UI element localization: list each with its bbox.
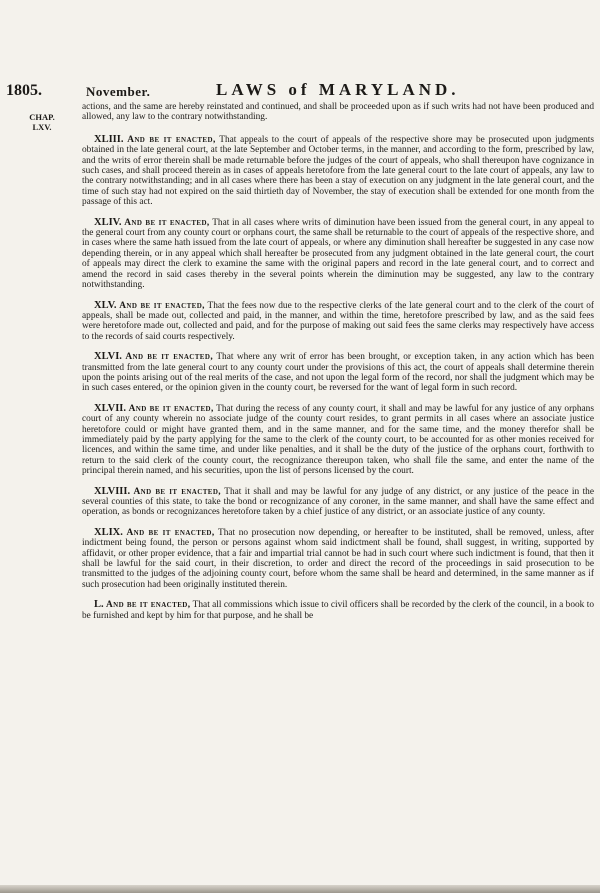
- chapter-label: CHAP.: [29, 112, 55, 122]
- header-title: LAWS of MARYLAND.: [216, 80, 460, 99]
- section-number: XLVIII.: [94, 485, 131, 497]
- section-paragraph: [82, 352, 594, 394]
- section-text: That no prosecution now depending, or hereafter to be instituted, shall be removed, unless, after indictment being found, the person or persons against whom said indictment shall be found, shall suggest, in writing, supported by affidavit, or other proper evidence, that a fair and impartial trial cannot be had in such court where such indictment is found, that then it shall be lawful for the said court, in their discretion, to order and direct the record of the proceedings in said prosecution to be transmitted to the judges of the adjoining county court, before whom the same shall be heard and determined, in the same manner as if such prosecution had been originally instituted therein.: [82, 527, 594, 590]
- section-number: XLVI.: [94, 351, 122, 363]
- enacting-clause: And be it enacted,: [124, 217, 210, 228]
- section-number: XLIII.: [94, 133, 124, 145]
- chapter-number: LXV.: [32, 122, 52, 132]
- enacting-clause: And be it enacted,: [127, 134, 216, 145]
- section-paragraph: [82, 135, 594, 208]
- section-text: That appeals to the court of appeals of the respective shore may be prosecuted upon judgments obtained in the late general court, at the late September and October terms, in the manner, and according to the form, prescribed by law, and the writs of error therein shall be made returnable before the judges of the court of appeals, who shall thereupon have cognizance in such cases, and shall proceed therein as in cases of appeals heretofore from the late general court to the late court of appeals, any law to the contrary notwithstanding; and in all cases where there has been a stay of execution on any judgment in the late general court, and the time of such stay had not expired on the said thirtieth day of November, the stay of execution shall be extended for one month from the passage of this act.: [82, 134, 594, 208]
- section-text: That where any writ of error has been brought, or exception taken, in any action which has been transmitted from the late general court to any county court under the provisions of this act, the court of appeals shall determine therein upon the points arising out of the real merits of the case, and not upon the legal form of the record, nor shall the judgment which may be in such cases entered, or the opinion given in the county court, be reversed for the want of legal form in such record.: [82, 352, 594, 394]
- section-text: That in all cases where writs of diminution have been issued from the general court, in any appeal to the general court from any county court or orphans court, the same shall be returnable to the court of appeals of the respective shore, and in cases where the same hath issued from the late court of appeals, or where any diminution shall hereafter be suggested in any case now depending therein, or in any appeal which shall hereafter be prosecuted from any judgment obtained in the late general court, the court of appeals may direct the clerk to examine the same with the original papers and record in the late general court, and to correct and amend the record in said cases thereby in the several points wherein the diminution may be suggested, any law to the contrary notwithstanding.: [82, 217, 594, 291]
- section-text: That all commissions which issue to civil officers shall be recorded by the clerk of the council, in a book to be furnished and kept by him for that purpose, and he shall be: [82, 600, 594, 621]
- section-paragraph: [82, 301, 594, 343]
- document-body: [82, 102, 594, 631]
- section-text: That the fees now due to the respective clerks of the late general court and to the clerk of the court of appeals, shall be made out, collected and paid, in the manner, and within the time, heretofore prescribed by law, and as the said fees were heretofore made out, collected and paid, and for the purpose of making out said fees the same clerks may respectively have access to the records of said courts respectively.: [82, 300, 594, 342]
- header-month: November.: [86, 84, 151, 99]
- enacting-clause: And be it enacted,: [119, 300, 205, 311]
- enacting-clause: And be it enacted,: [128, 403, 214, 414]
- header-year: 1805.: [6, 82, 42, 99]
- enacting-clause: And be it enacted,: [133, 486, 222, 497]
- section-number: XLIV.: [94, 216, 122, 228]
- opening-paragraph: actions, and the same are hereby reinstated and continued, and shall be proceeded upon as if such writs had not have been produced and allowed, any law to the contrary notwithstanding.: [82, 102, 594, 123]
- section-number: XLVII.: [94, 402, 127, 414]
- section-number: XLIX.: [94, 526, 123, 538]
- section-text: That during the recess of any county court, it shall and may be lawful for any justice of any orphans court of any county wherein no associate judge of the county court resides, to grant permits in all cases where an associate justice heretofore could or might have granted them, and in the same manner, and for the same time, and the money therefor shall be immediately paid by the party applying for the same to the clerk of the county court, to be accounted for as other monies received for licences, and within the same time, and under like penalties, and it shall be the duty of the justice of the orphans court, forthwith to return to the said clerk of the county court, the recognizance thereupon taken, who shall file the same, and enter the name of the principal therein named, and his securities, upon the list of persons licensed by the court.: [82, 403, 594, 477]
- enacting-clause: And be it enacted,: [125, 352, 214, 363]
- chapter-margin-note: [6, 112, 78, 132]
- section-text: That it shall and may be lawful for any judge of any district, or any justice of the peace in the several counties of this state, to take the bond or recognizance of any coroner, in the same manner, and shall have the same effect and operation, as bonds or recognizances heretofore taken by a chief justice of any district, or an associate justice of any county.: [82, 486, 594, 518]
- sections-list: [82, 135, 594, 621]
- section-paragraph: [82, 404, 594, 477]
- section-paragraph: [82, 487, 594, 518]
- section-paragraph: [82, 528, 594, 590]
- section-number: L.: [94, 599, 104, 611]
- page-bottom-edge: [0, 885, 600, 893]
- section-paragraph: [82, 218, 594, 291]
- section-paragraph: [82, 600, 594, 621]
- page-header: [6, 80, 590, 104]
- enacting-clause: And be it enacted,: [126, 527, 215, 538]
- section-number: XLV.: [94, 299, 117, 311]
- enacting-clause: And be it enacted,: [106, 600, 191, 611]
